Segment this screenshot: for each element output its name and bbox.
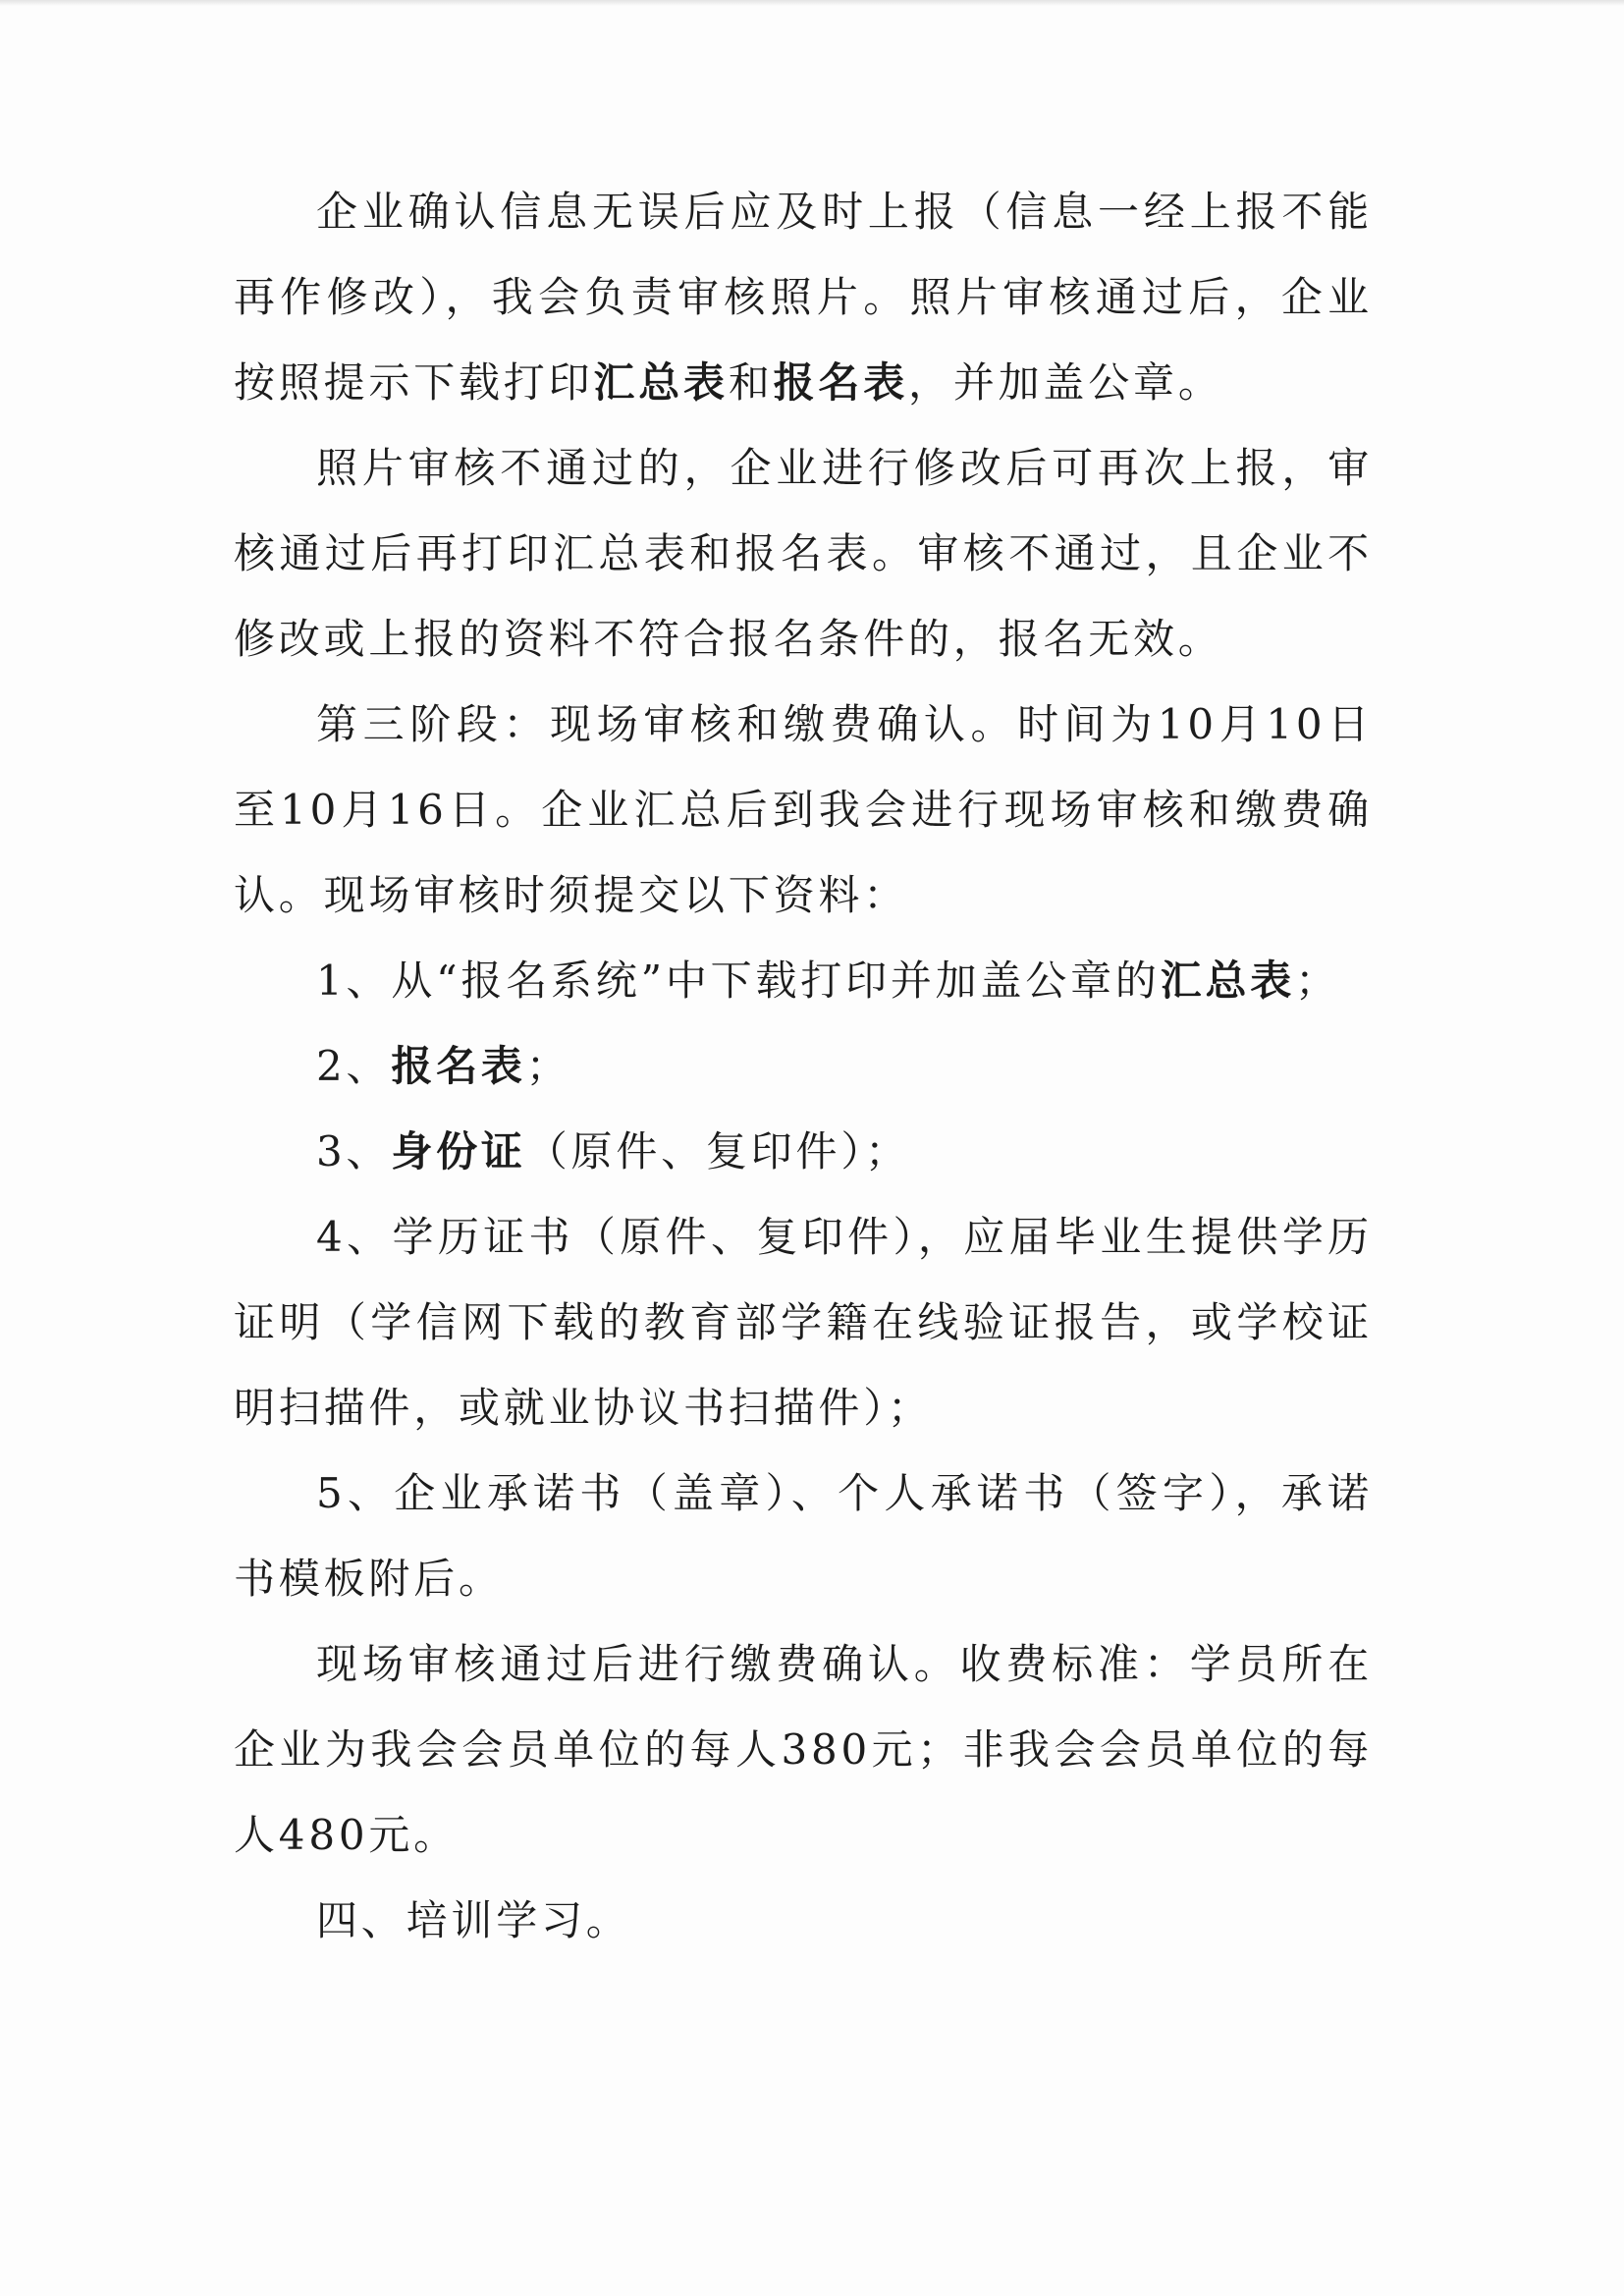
section-heading-training <box>234 1878 1373 1963</box>
paragraph-photo-rejection <box>234 425 1373 682</box>
paragraph-stage-three <box>234 682 1373 938</box>
text-segment: 4、学历证书（原件、复印件），应届毕业生提供学历证明（学信网下载的教育部学籍在线验证报告，或学校证明扫描件，或就业协议书扫描件）； <box>234 1213 1373 1432</box>
bold-term-registration-form: 报名表 <box>391 1042 526 1090</box>
document-body <box>234 169 1373 1963</box>
paragraph-report-confirmation <box>234 169 1373 425</box>
list-item-3 <box>234 1109 1373 1194</box>
text-segment: 5、企业承诺书（盖章）、个人承诺书（签字），承诺书模板附后。 <box>234 1469 1373 1603</box>
text-segment: 2、 <box>316 1042 392 1090</box>
text-segment: 四、培训学习。 <box>316 1896 631 1944</box>
bold-term-summary-table: 汇总表 <box>1160 957 1296 1005</box>
text-segment: ； <box>1295 957 1340 1005</box>
bold-term-registration-form: 报名表 <box>773 358 909 407</box>
text-segment: 照片审核不通过的，企业进行修改后可再次上报，审核通过后再打印汇总表和报名表。审核不通过，且企业不修改或上报的资料不符合报名条件的，报名无效。 <box>234 444 1373 663</box>
scan-edge-shadow <box>0 0 1624 6</box>
text-segment: 第三阶段：现场审核和缴费确认。时间为10月10日至10月16日。企业汇总后到我会进行现场审核和缴费确认。现场审核时须提交以下资料： <box>234 700 1373 919</box>
list-item-2 <box>234 1023 1373 1109</box>
paragraph-fee-standard <box>234 1621 1373 1878</box>
bold-term-summary-table: 汇总表 <box>593 358 729 407</box>
list-item-5 <box>234 1450 1373 1621</box>
bold-term-id-card: 身份证 <box>391 1127 526 1175</box>
text-segment: 1、从“报名系统”中下载打印并加盖公章的 <box>316 957 1161 1005</box>
text-segment: ，并加盖公章。 <box>908 358 1223 407</box>
text-segment: 和 <box>728 358 774 407</box>
text-segment: 企业确认信息无误后应及时上报（信息一经上报不能再作修改），我会负责审核照片。照片审核通过后，企业按照提示下载打印 <box>234 188 1373 407</box>
text-segment: ； <box>525 1042 571 1090</box>
text-segment: 现场审核通过后进行缴费确认。收费标准：学员所在企业为我会会员单位的每人380元；非我会会员单位的每人480元。 <box>234 1640 1373 1859</box>
list-item-1 <box>234 938 1373 1023</box>
list-item-4 <box>234 1194 1373 1450</box>
text-segment: 3、 <box>316 1127 392 1175</box>
text-segment: （原件、复印件）； <box>525 1127 910 1175</box>
